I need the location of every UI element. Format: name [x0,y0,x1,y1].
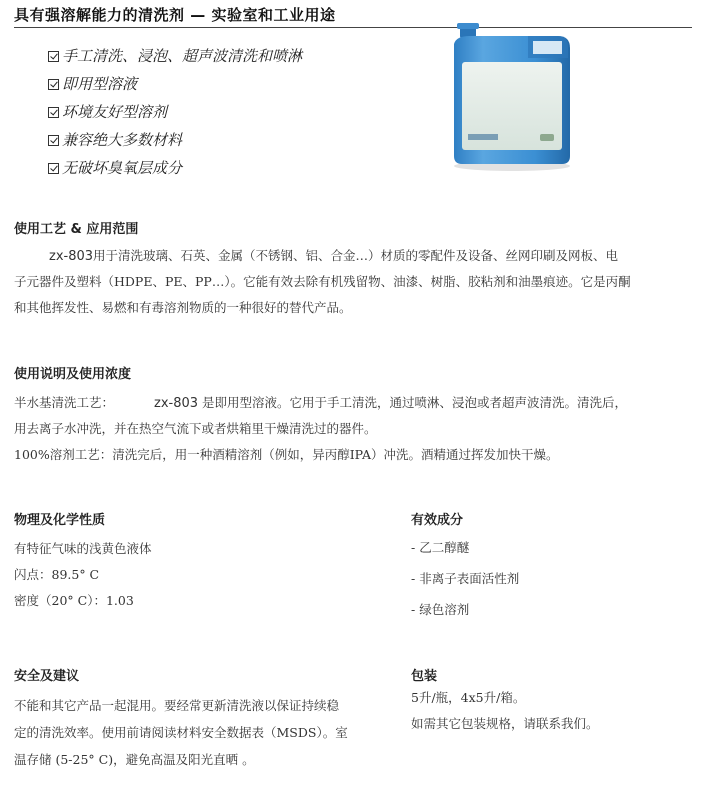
section-heading-ingredients: 有效成分 [411,513,464,528]
feature-label: 兼容绝大多数材料 [62,131,183,149]
body-line: 用去离子水冲洗，并在热空气流下或者烘箱里干燥清洗过的器件。 [14,421,377,436]
body-text: 用于清洗玻璃、石英、金属（不锈钢、铝、合金…）材质的零配件及设备、丝网印刷及网板、电 [93,248,619,263]
feature-item [48,98,302,126]
section-body-safety [14,692,394,773]
property-line: 闪点：89.5° C [14,567,100,582]
ingredient-item: - 绿色溶剂 [411,602,470,617]
section-heading-safety: 安全及建议 [14,669,80,684]
ingredient-list [411,532,519,625]
section-body-packaging [411,685,691,737]
model-name: zx-803 [49,249,94,264]
body-line [14,243,694,269]
section-body-process [14,243,694,321]
section-heading-instructions: 使用说明及使用浓度 [14,367,132,382]
page-title: 具有强溶解能力的清洗剂 — 实验室和工业用途 [14,6,336,24]
feature-item [48,126,302,154]
property-line: 有特征气味的浅黄色液体 [14,541,152,556]
feature-label: 手工清洗、浸泡、超声波清洗和喷淋 [62,47,303,65]
feature-item [48,70,302,98]
product-canister-image [440,22,580,172]
property-line: 密度（20° C）：1.03 [14,593,134,608]
ingredient-item: - 非离子表面活性剂 [411,571,520,586]
feature-label: 即用型溶液 [62,75,138,93]
packaging-line: 5升/瓶，4x5升/箱。 [411,690,526,705]
checkbox-icon [48,163,59,174]
packaging-line: 如需其它包装规格，请联系我们。 [411,716,599,731]
body-line: 不能和其它产品一起混用。要经常更新清洗液以保证持续稳 [14,698,340,713]
body-line: 子元器件及塑料（HDPE、PE、PP…）。它能有效去除有机残留物、油漆、树脂、胶粘剂和油墨痕迹。它是丙酮 [14,274,631,289]
process-label: 半水基清洗工艺： [14,395,115,410]
body-line: 和其他挥发性、易燃和有毒溶剂物质的一种很好的替代产品。 [14,300,352,315]
body-line: 温存储 (5-25° C)，避免高温及阳光直晒 。 [14,752,255,767]
feature-list [48,42,302,182]
ingredient-item: - 乙二醇醚 [411,540,470,555]
body-line: 100%溶剂工艺：清洗完后，用一种酒精溶剂（例如，异丙醇IPA）冲洗。酒精通过挥发加快干燥。 [14,447,559,462]
checkbox-icon [48,79,59,90]
section-body-instructions [14,390,694,468]
feature-item [48,154,302,182]
checkbox-icon [48,51,59,62]
section-heading-properties: 物理及化学性质 [14,513,106,528]
checkbox-icon [48,135,59,146]
model-name: zx-803 [154,396,199,411]
body-text: 是即用型溶液。它用于手工清洗，通过喷淋、浸泡或者超声波清洗。清洗后， [198,395,628,410]
body-line: 定的清洗效率。使用前请阅读材料安全数据表（MSDS）。室 [14,725,348,740]
feature-label: 环境友好型溶剂 [62,103,168,121]
section-body-properties [14,536,394,614]
checkbox-icon [48,107,59,118]
feature-label: 无破坏臭氧层成分 [62,159,183,177]
body-line [14,390,694,416]
section-heading-process: 使用工艺 & 应用范围 [14,222,139,237]
feature-item [48,42,302,70]
section-heading-packaging: 包装 [411,669,438,684]
title-divider [14,27,692,28]
